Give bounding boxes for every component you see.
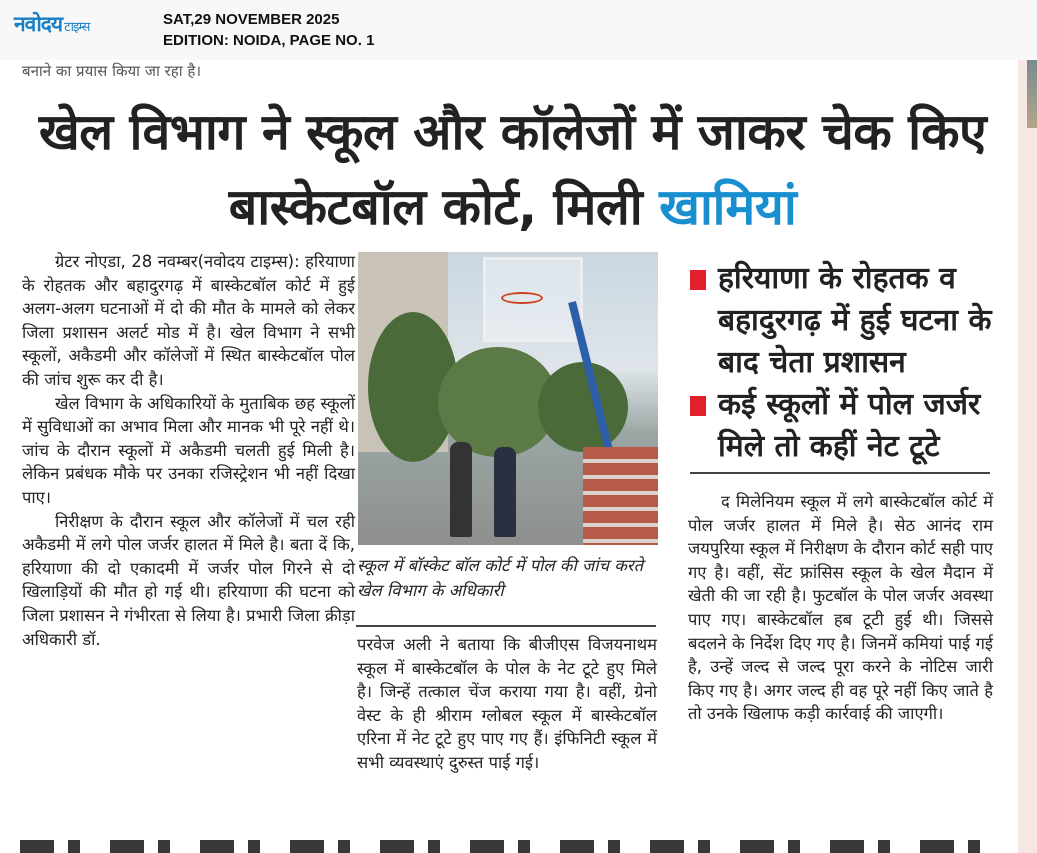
- highlight-text: हरियाणा के रोहतक व बहादुरगढ़ में हुई घटना के बाद चेता प्रशासन: [718, 261, 992, 380]
- highlights-box: [690, 258, 1000, 468]
- article-column-3: [688, 490, 993, 726]
- photo-tree: [538, 362, 628, 452]
- adjacent-thumbnail: [1027, 60, 1037, 128]
- next-article-headline-cutoff: [20, 840, 1010, 853]
- headline-accent: खामियां: [659, 178, 797, 236]
- paragraph: खेल विभाग के अधिकारियों के मुताबिक छह स्कूलों में सुविधाओं का अभाव मिला और मानक भी पूरे नहीं थे। जांच के दौरान स्कूलों में अकैडमी चलती हुई मिली है। लेकिन प्रबंधक मौके पर उनका रजिस्ट्रेशन भी नहीं दिखा पाए।: [22, 393, 355, 507]
- headline-text: खेल विभाग ने स्कूल और कॉलेजों में जाकर चेक किए बास्केटबॉल कोर्ट, मिली: [38, 103, 987, 236]
- paragraph: निरीक्षण के दौरान स्कूल और कॉलेजों में चल रही अकैडमी में लगे पोल जर्जर हालत में मिले है। बता दें कि, हरियाणा की दो एकादमी में जर्जर पोल गिरने से दो खिलाड़ियों की मौत हो गई थी। हरियाणा की घटना को जिला प्रशासन ने गंभीरता से लिया है। प्रभारी जिला क्रीड़ा अधिकारी डॉ.: [22, 511, 355, 649]
- photo-caption: स्कूल में बॉस्केट बॉल कोर्ट में पोल की जांच करते खेल विभाग के अधिकारी: [357, 556, 644, 600]
- photo-person: [494, 447, 516, 537]
- paragraph: ग्रेटर नोएडा, 28 नवम्बर(नवोदय टाइम्स): हरियाणा के रोहतक और बहादुरगढ़ में बास्केटबॉल कोर्ट में हुई अलग-अलग घटनाओं में दो की मौत के मामले को लेकर जिला प्रशासन अलर्ट मोड में है। खेल विभाग ने सभी स्कूलों, अकैडमी और कॉलेजों में स्थित बास्केटबॉल पोल की जांच शुरू कर दी है।: [22, 252, 355, 389]
- article-column-2: [357, 633, 657, 775]
- publication-date: SAT,29 NOVEMBER 2025: [163, 11, 340, 28]
- highlight-item: [690, 258, 1000, 384]
- previous-article-fragment: बनाने का प्रयास किया जा रहा है।: [22, 62, 202, 80]
- article-headline: [25, 95, 1000, 245]
- logo-main: नवोदय: [14, 12, 63, 36]
- paragraph: द मिलेनियम स्कूल में लगे बास्केटबॉल कोर्ट में पोल जर्जर हालत में मिले है। सेठ आनंद राम जयपुरिया स्कूल में निरीक्षण के दौरान कोर्ट सही पाए गए है। वहीं, सेंट फ्रांसिस स्कूल के खेल मैदान में खेती की जा रही है। फुटबॉल के पोल जर्जर अवस्था पाए गए। बास्केटबॉल हब टूटी हुई थी। जिससे बदलने के निर्देश दिए गए है। जिनमें कमियां पाई गई है, उन्हें जल्द से जल्द पूरा करने के नोटिस जारी किए गए है। अगर जल्द ही वह पूरे नहीं किए जाते है तो उनके खिलाफ कड़ी कार्रवाई की जाएगी।: [688, 492, 993, 724]
- newspaper-logo[interactable]: [14, 10, 89, 38]
- edition-page: EDITION: NOIDA, PAGE NO. 1: [163, 32, 375, 49]
- highlight-item: [690, 384, 1000, 468]
- article-photo: [358, 252, 658, 545]
- red-square-bullet-icon: [690, 396, 706, 416]
- red-square-bullet-icon: [690, 270, 706, 290]
- caption-divider: [356, 625, 656, 627]
- epaper-header: [0, 0, 1037, 60]
- adjacent-page-strip[interactable]: [1018, 60, 1037, 853]
- photo-steps: [583, 447, 658, 545]
- highlight-text: कई स्कूलों में पोल जर्जर मिले तो कहीं नेट टूटे: [718, 387, 981, 464]
- photo-person: [450, 442, 472, 537]
- edition-info: [163, 9, 374, 51]
- photo-hoop: [501, 292, 543, 304]
- highlights-divider: [690, 472, 990, 474]
- article-column-1: [22, 250, 355, 651]
- paragraph: परवेज अली ने बताया कि बीजीएस विजयनाथम स्कूल में बास्केटबॉल के पोल के नेट टूटे हुए मिले है। जिन्हें तत्काल चेंज कराया गया है। वहीं, ग्रेनो वेस्ट के ही श्रीराम ग्लोबल स्कूल में बास्केटबॉल एरिना में नेट टूटे हुए पाए गए हैं। इंफिनिटी स्कूल में सभी व्यवस्थाएं दुरुस्त पाई गई।: [357, 635, 657, 772]
- logo-sub: टाइम्स: [64, 20, 90, 35]
